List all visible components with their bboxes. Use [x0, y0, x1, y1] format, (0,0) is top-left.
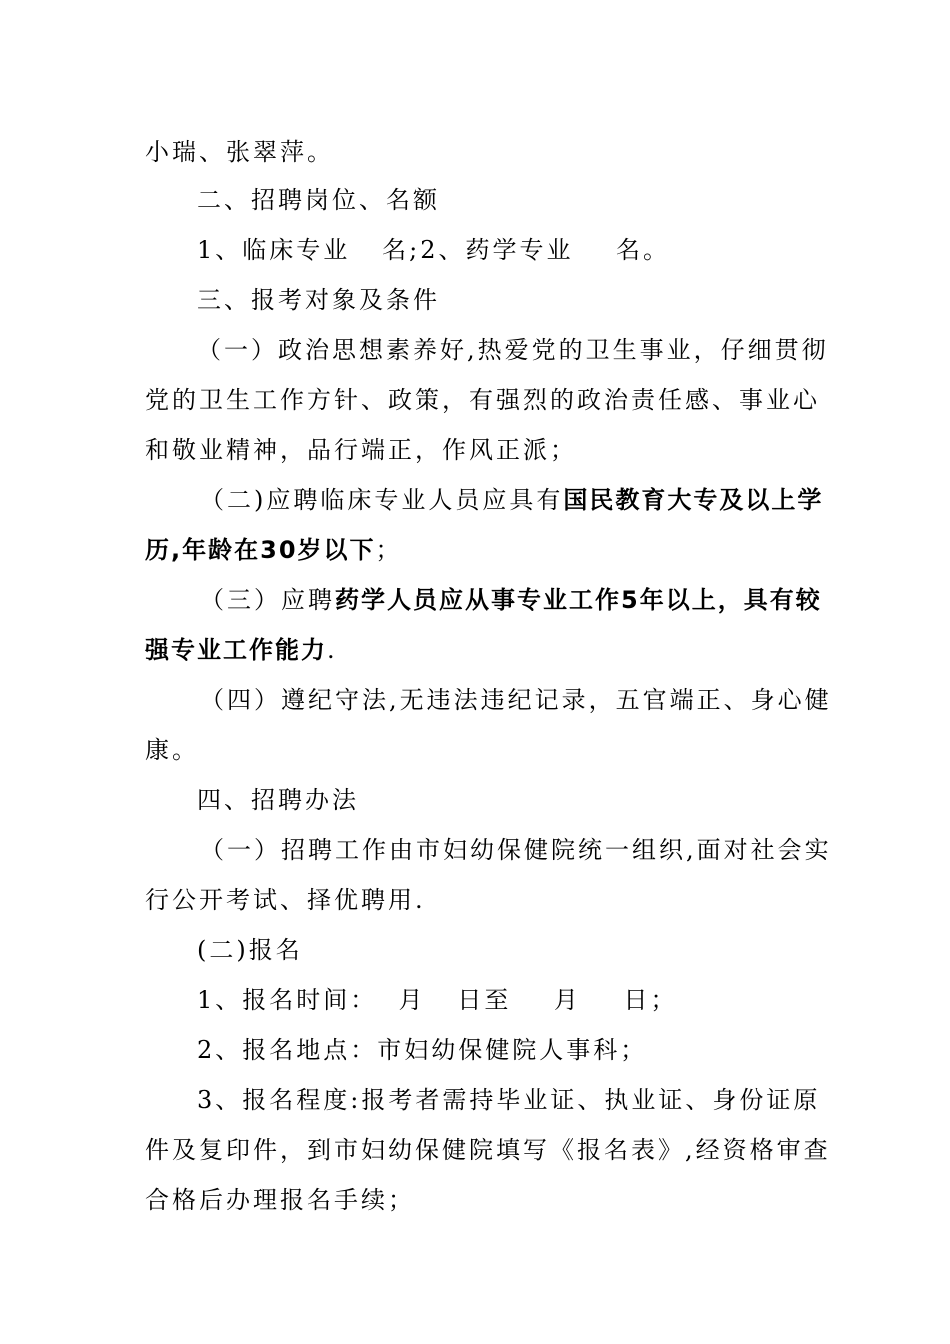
heading-text: (二)报名	[197, 936, 303, 964]
line-text: （三）应聘	[200, 586, 335, 614]
text-line-7	[145, 430, 577, 470]
text-line-9	[145, 530, 403, 570]
line-text: （一）政治思想素养好,热爱党的卫生事业，仔细贯彻	[197, 336, 829, 364]
line-text: 小瑞、张翠萍。	[145, 138, 334, 166]
text-line-19	[197, 1030, 647, 1070]
line-text: .	[327, 636, 338, 664]
section-heading-4	[197, 780, 359, 820]
text-line-18	[197, 980, 677, 1020]
bold-text: 强专业工作能力	[145, 636, 327, 664]
text-line-15	[200, 830, 832, 870]
sub-heading-registration	[197, 930, 303, 970]
text-line-1	[145, 132, 334, 172]
line-text: （四）遵纪守法,无违法违纪记录，五官端正、身心健	[200, 686, 832, 714]
line-text: 党的卫生工作方针、政策，有强烈的政治责任感、事业心	[145, 386, 820, 414]
bold-text: 药学人员应从事专业工作5年以上，具有较	[335, 586, 822, 614]
text-line-3	[197, 230, 670, 270]
line-text: （一）招聘工作由市妇幼保健院统一组织,面对社会实	[200, 836, 832, 864]
text-line-13	[145, 730, 199, 770]
heading-text: 四、招聘办法	[197, 786, 359, 814]
section-heading-3	[197, 280, 440, 320]
line-text: 康。	[145, 736, 199, 764]
text-line-11	[145, 630, 338, 670]
line-text: 1、临床专业 名;2、药学专业 名。	[197, 236, 671, 264]
line-text: 1、报名时间： 月 日至 月 日；	[197, 986, 678, 1014]
bold-text: 历,年龄在30岁以下	[145, 536, 376, 564]
text-line-20	[197, 1080, 820, 1120]
bold-text: 国民教育大专及以上学	[563, 486, 824, 514]
text-line-10	[200, 580, 822, 620]
line-text: 和敬业精神，品行端正，作风正派；	[145, 436, 577, 464]
line-text: 3、报名程度:报考者需持毕业证、执业证、身份证原	[197, 1086, 821, 1114]
line-text: 件及复印件，到市妇幼保健院填写《报名表》,经资格审查	[145, 1136, 831, 1164]
heading-text: 三、报考对象及条件	[197, 286, 440, 314]
text-line-22	[145, 1180, 415, 1220]
text-line-21	[145, 1130, 831, 1170]
section-heading-2	[197, 180, 440, 220]
line-text: 2、报名地点：市妇幼保健院人事科；	[197, 1036, 648, 1064]
line-text: 合格后办理报名手续；	[145, 1186, 415, 1214]
text-line-8	[200, 480, 823, 520]
line-text: （二)应聘临床专业人员应具有	[200, 486, 564, 514]
line-text: ；	[375, 536, 403, 564]
text-line-6	[145, 380, 820, 420]
heading-text: 二、招聘岗位、名额	[197, 186, 440, 214]
text-line-12	[200, 680, 832, 720]
line-text: 行公开考试、择优聘用.	[145, 886, 426, 914]
text-line-5	[197, 330, 829, 370]
text-line-16	[145, 880, 426, 920]
